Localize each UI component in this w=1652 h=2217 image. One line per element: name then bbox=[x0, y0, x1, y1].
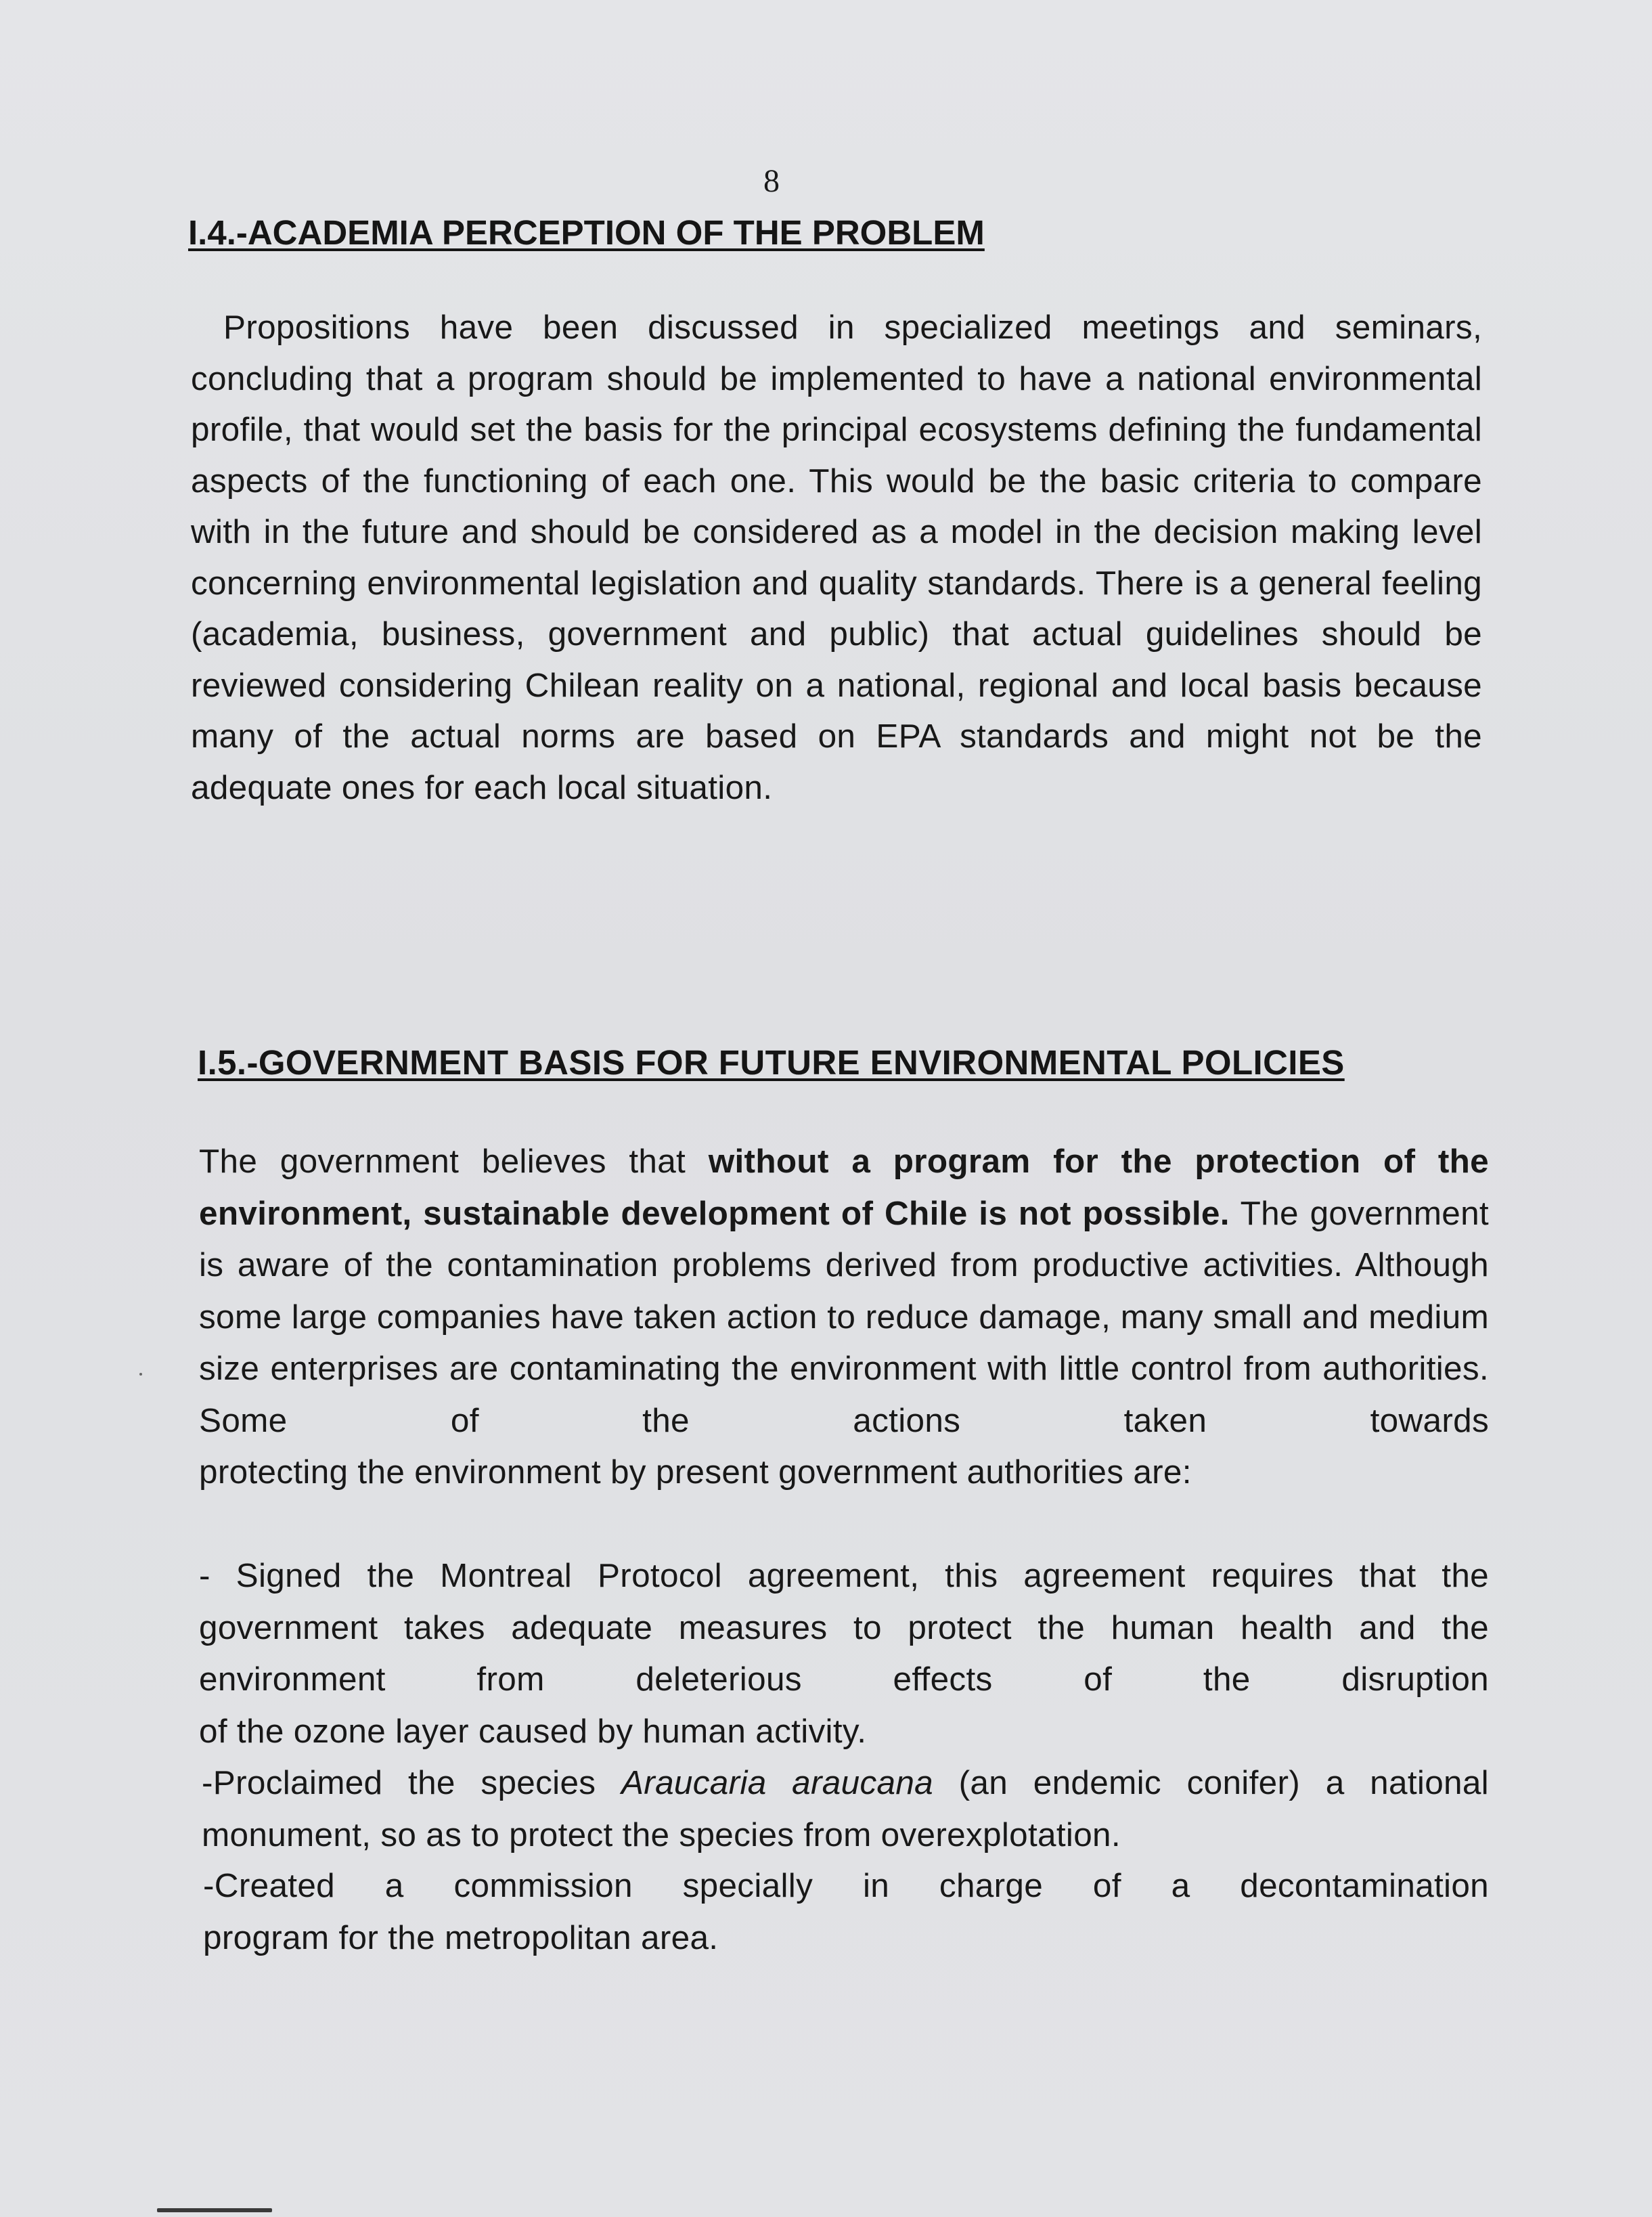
species-name: Araucaria araucana bbox=[621, 1764, 933, 1801]
section-1-4-paragraph bbox=[191, 302, 1482, 813]
section-1-4-paragraph-last-line: adequate ones for each local situation. bbox=[191, 768, 773, 806]
intro-bold-statement: without a program for the protection of the environment, sustainable development of Chile is not possible. bbox=[199, 1143, 1489, 1232]
intro-rest-text: The government is aware of the contamination problems derived from productive activities. Although some large companies have taken action to reduce damage, many small and medium size enterprises are contaminating the environment with little control from authorities. Some of the actions taken towards bbox=[199, 1194, 1489, 1439]
section-1-5-intro-paragraph bbox=[199, 1136, 1489, 1499]
action-item-text: - Signed the Montreal Protocol agreement, this agreement requires that the government takes adequate measures to protect the human health and the environment from deleterious effects of the disruption bbox=[199, 1557, 1489, 1698]
action-item-montreal-protocol bbox=[199, 1550, 1489, 1757]
action-item-last-line: of the ozone layer caused by human activity. bbox=[199, 1712, 867, 1750]
scan-speck bbox=[139, 1373, 142, 1376]
action-item-araucaria bbox=[202, 1757, 1489, 1861]
action-item-text-after: (an endemic conifer) a national monument, so as to protect the species from overexplotation. bbox=[202, 1764, 1489, 1853]
page-number: 8 bbox=[763, 163, 780, 199]
action-item-text: -Created a commission specially in charge of a decontamination bbox=[203, 1867, 1489, 1904]
action-item-decontamination-commission bbox=[203, 1860, 1489, 1964]
intro-plain-text: The government believes that bbox=[199, 1143, 709, 1180]
intro-last-line: protecting the environment by present government authorities are: bbox=[199, 1453, 1192, 1491]
action-item-last-line: program for the metropolitan area. bbox=[203, 1918, 719, 1956]
section-heading-1-4: I.4.-ACADEMIA PERCEPTION OF THE PROBLEM bbox=[188, 213, 985, 252]
section-heading-1-5: I.5.-GOVERNMENT BASIS FOR FUTURE ENVIRONMENTAL POLICIES bbox=[198, 1043, 1345, 1082]
scan-edge-mark bbox=[157, 2208, 272, 2212]
section-1-4-paragraph-text: Propositions have been discussed in specialized meetings and seminars, concluding that a program should be implemented to have a national environmental profile, that would set the basis for the principal ecosystems defining the fundamental aspects of the functioning of each one. This would be the basic criteria to compare with in the future and should be considered as a model in the decision making level concerning environmental legislation and quality standards. There is a general feeling (academia, business, government and public) that actual guidelines should be reviewed considering Chilean reality on a national, regional and local basis because many of the actual norms are based on EPA standards and might not be the bbox=[191, 309, 1482, 755]
action-item-text-before: -Proclaimed the species bbox=[202, 1764, 621, 1801]
